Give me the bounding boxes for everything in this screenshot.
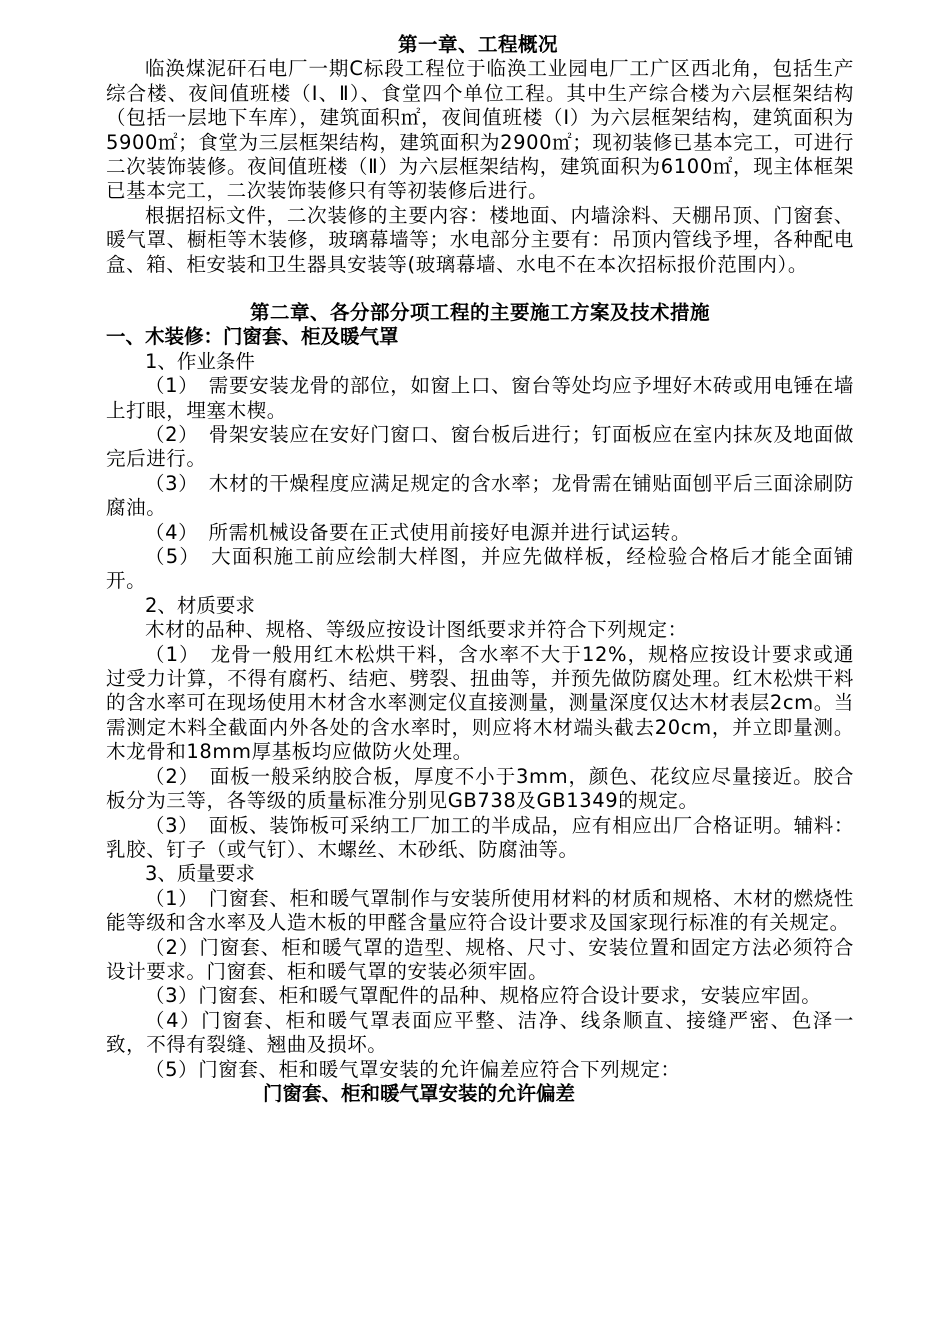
condition-item-2: （2） 骨架安装应在安好门窗口、窗台板后进行；钉面板应在室内抹灰及地面做完后进行。 (106, 423, 854, 471)
chapter1-paragraph-2: 根据招标文件，二次装修的主要内容：楼地面、内墙涂料、天棚吊顶、门窗套、暖气罩、橱柜等木装修，玻璃幕墙等；水电部分主要有：吊顶内管线予埋，各种配电盒、箱、柜安装和卫生器具安装等(玻璃幕墙、水电不在本次招标报价范围内）。 (106, 203, 854, 276)
quality-item-2: （2）门窗套、柜和暖气罩的造型、规格、尺寸、安装位置和固定方法必须符合设计要求。门窗套、柜和暖气罩的安装必须牢固。 (106, 935, 854, 983)
condition-item-4: （4） 所需机械设备要在正式使用前接好电源并进行试运转。 (145, 520, 691, 544)
quality-item-1: （1） 门窗套、柜和暖气罩制作与安装所使用材料的材质和规格、木材的燃烧性能等级和含水率及人造木板的甲醛含量应符合设计要求及国家现行标准的有关规定。 (106, 886, 854, 935)
material-item-2: （2） 面板一般采纳胶合板，厚度不小于3mm，颜色、花纹应尽量接近。胶合板分为三等，各等级的质量标准分别见GB738及GB1349的规定。 (106, 764, 854, 813)
material-item-3: （3） 面板、装饰板可采纳工厂加工的半成品，应有相应出厂合格证明。辅料：乳胶、钉子（或气钉）、木螺丝、木砂纸、防腐油等。 (106, 813, 854, 861)
subsection-heading-conditions: 1、作业条件 (145, 349, 255, 373)
quality-item-4: （4）门窗套、柜和暖气罩表面应平整、洁净、线条顺直、接缝严密、色泽一致，不得有裂缝、翘曲及损坏。 (106, 1008, 854, 1057)
materials-intro: 木材的品种、规格、等级应按设计图纸要求并符合下列规定： (145, 618, 688, 642)
material-item-1: （1） 龙骨一般用红木松烘干料，含水率不大于12%，规格应按设计要求或通过受力计算，不得有腐朽、结疤、劈裂、扭曲等，并预先做防腐处理。红木松烘干料的含水率可在现场使用木材含水率测定仪直接测量，测量深度仅达木材表层2cm。当需测定木料全截面内外各处的含水率时，则应将木材端头截去20cm，并立即量测。木龙骨和18mm厚基板均应做防火处理。 (106, 642, 854, 764)
quality-item-3: （3）门窗套、柜和暖气罩配件的品种、规格应符合设计要求，安装应牢固。 (145, 984, 822, 1008)
table-caption: 门窗套、柜和暖气罩安装的允许偏差 (263, 1081, 576, 1105)
quality-item-5: （5）门窗套、柜和暖气罩安装的允许偏差应符合下列规定： (145, 1057, 681, 1081)
subsection-heading-materials: 2、材质要求 (145, 593, 255, 617)
condition-item-3: （3） 木材的干燥程度应满足规定的含水率；龙骨需在铺贴面刨平后三面涂刷防腐油。 (106, 471, 854, 520)
section-spacer (106, 277, 854, 301)
chapter2-title: 第二章、各分部分项工程的主要施工方案及技术措施 (249, 301, 710, 325)
condition-item-5: （5） 大面积施工前应绘制大样图，并应先做样板，经检验合格后才能全面铺开。 (106, 545, 854, 593)
condition-item-1: （1） 需要安装龙骨的部位，如窗上口、窗台等处均应予埋好木砖或用电锤在墙上打眼，埋塞木楔。 (106, 374, 854, 422)
section1-title: 一、木装修：门窗套、柜及暖气罩 (106, 325, 399, 349)
chapter1-title: 第一章、工程概况 (397, 33, 558, 56)
chapter1-paragraph-1: 临涣煤泥矸石电厂一期C标段工程位于临涣工业园电厂工广区西北角，包括生产综合楼、夜间值班楼（Ⅰ、Ⅱ）、食堂四个单位工程。其中生产综合楼为六层框架结构（包括一层地下车库），建筑面积㎡，夜间值班楼（Ⅰ）为六层框架结构，建筑面积为5900㎡；食堂为三层框架结构，建筑面积为2900㎡；现初装修已基本完工，可进行二次装饰装修。夜间值班楼（Ⅱ）为六层框架结构，建筑面积为6100㎡，现主体框架已基本完工，二次装饰装修只有等初装修后进行。 (106, 57, 854, 203)
subsection-heading-quality: 3、质量要求 (145, 862, 255, 886)
document-page (106, 33, 854, 1106)
